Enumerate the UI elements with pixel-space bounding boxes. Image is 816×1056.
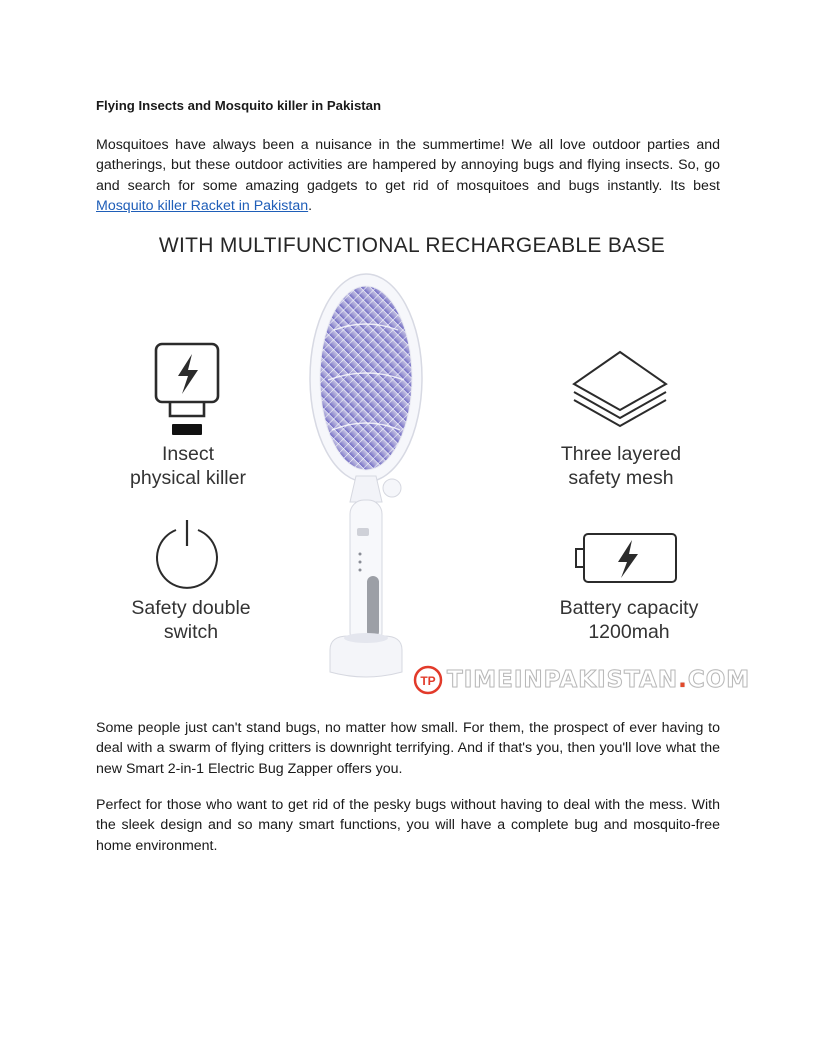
switch-line2: switch: [163, 621, 219, 643]
intro-text: Mosquitoes have always been a nuisance in the summertime! We all love outdoor parties and gatherings, but these outdoor activities are hampered by annoying bugs and flying insects. So, go and search for some amazing gadgets to get rid of mosquitoes and bugs instantly. Its best: [96, 137, 720, 194]
layered-mesh-icon: [568, 348, 672, 436]
lightning-plug-icon: [152, 340, 232, 440]
battery-line2: 1200mah: [588, 621, 670, 643]
insect-killer-line2: physical killer: [130, 467, 246, 489]
watermark-text: [447, 667, 750, 693]
watermark-suffix: COM: [687, 667, 751, 693]
mosquito-racket-image: [304, 270, 424, 690]
bugs-paragraph: Some people just can't stand bugs, no matter how small. For them, the prospect of ever having to deal with a swarm of flying critters is downright terrifying. And if that's you, then you'll love what the new Smart 2-in-1 Electric Bug Zapper offers you.: [96, 720, 720, 777]
battery-line1: Battery capacity: [559, 597, 699, 619]
site-logo-icon: [413, 665, 443, 695]
mesh-line2: safety mesh: [568, 467, 674, 489]
figure-title: WITH MULTIFUNCTIONAL RECHARGEABLE BASE: [158, 234, 666, 257]
mesh-line1: Three layered: [560, 443, 682, 465]
page-title: Flying Insects and Mosquito killer in Pakistan: [96, 98, 382, 113]
mosquito-killer-racket-link[interactable]: Mosquito killer Racket in Pakistan: [96, 198, 309, 215]
insect-killer-label: [93, 442, 283, 490]
benefits-paragraph: Perfect for those who want to get rid of the pesky bugs without having to deal with the mess. With the sleek design and so many smart functions, you will have a complete bug and mosquito-free home environment.: [96, 797, 720, 854]
watermark-name: TIMEINPAKISTAN: [447, 667, 679, 693]
switch-label: [96, 596, 286, 644]
product-figure: [108, 224, 751, 696]
power-switch-icon: [150, 516, 224, 592]
intro-period: .: [308, 198, 313, 215]
mesh-label: [526, 442, 716, 490]
battery-icon: [574, 530, 678, 588]
switch-line1: Safety double: [131, 597, 251, 619]
insect-killer-line1: Insect: [161, 443, 215, 465]
site-watermark: [413, 667, 751, 693]
logo-text: TP: [420, 674, 436, 688]
watermark-dot: .: [678, 667, 688, 693]
battery-label: [534, 596, 724, 644]
intro-paragraph: [96, 135, 720, 217]
